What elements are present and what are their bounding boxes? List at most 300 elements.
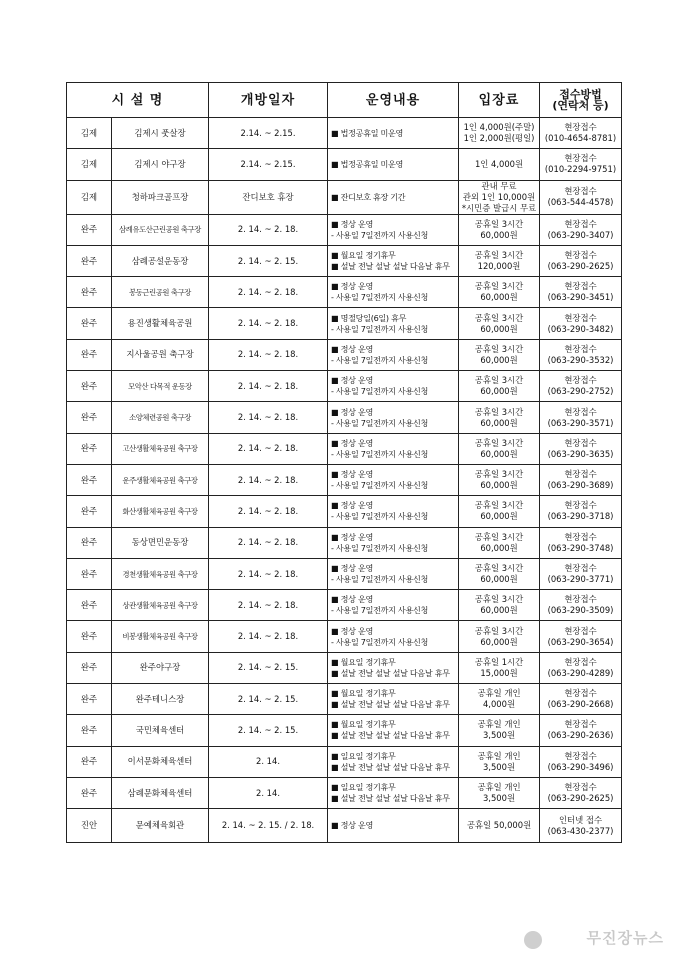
open-dates-cell: 2. 14. ~ 2. 18. [209, 621, 328, 652]
facility-name-cell: 삼례공설운동장 [112, 245, 209, 276]
fee-line: 1인 4,000원 [474, 158, 524, 169]
table-row [67, 809, 622, 843]
fee-line: 공휴일 3시간 [474, 375, 524, 386]
region-cell: 완주 [67, 527, 112, 558]
method-cell [540, 684, 622, 715]
fee-cell [459, 496, 540, 527]
operation-line: ■ 월요일 정기휴무 [331, 656, 396, 667]
operation-line: ■ 정상 운영 [331, 500, 373, 511]
fee-line: 4,000원 [482, 699, 516, 710]
method-line: 현장접수 [564, 153, 597, 164]
operation-line: ■ 정상 운영 [331, 531, 373, 542]
operation-line: ■ 정상 운영 [331, 218, 373, 229]
facility-name-cell: 소양체련공원 축구장 [112, 402, 209, 433]
operation-cell [328, 308, 459, 339]
fee-line: 공휴일 개인 [477, 750, 521, 761]
method-line: (063-290-3482) [547, 323, 614, 334]
method-cell [540, 464, 622, 495]
operation-line: - 사용일 7일전까지 사용신청 [331, 417, 429, 428]
method-line: 현장접수 [564, 437, 597, 448]
open-dates-cell: 2. 14. ~ 2. 15. [209, 684, 328, 715]
operation-line: ■ 명절당일(6일) 휴무 [331, 312, 407, 323]
method-line: 현장접수 [564, 406, 597, 417]
fee-line: 120,000원 [477, 261, 521, 272]
operation-line: - 사용일 7일전까지 사용신청 [331, 386, 429, 397]
facility-name-cell: 삼례문화체육센터 [112, 777, 209, 808]
method-line: 현장접수 [564, 782, 597, 793]
method-cell [540, 496, 622, 527]
open-dates-cell: 2. 14. ~ 2. 18. [209, 277, 328, 308]
method-cell [540, 308, 622, 339]
open-dates-cell: 2. 14. ~ 2. 18. [209, 371, 328, 402]
table-row [67, 621, 622, 652]
fee-line: 공휴일 3시간 [474, 437, 524, 448]
method-line: 현장접수 [564, 531, 597, 542]
open-dates-cell: 2. 14. ~ 2. 18. [209, 527, 328, 558]
fee-line: 공휴일 3시간 [474, 594, 524, 605]
method-cell [540, 149, 622, 180]
method-line: (063-290-2636) [547, 730, 614, 741]
operation-cell [328, 245, 459, 276]
method-line: (063-290-3532) [547, 354, 614, 365]
fee-line: 공휴일 3시간 [474, 469, 524, 480]
method-cell [540, 746, 622, 777]
open-dates-cell: 2. 14. ~ 2. 18. [209, 402, 328, 433]
facility-table [66, 82, 622, 843]
method-line: 현장접수 [564, 469, 597, 480]
fee-line: 공휴일 3시간 [474, 563, 524, 573]
table-row [67, 214, 622, 245]
open-dates-cell: 2. 14. ~ 2. 18. [209, 308, 328, 339]
region-cell: 완주 [67, 464, 112, 495]
operation-line: ■ 월요일 정기휴무 [331, 719, 396, 730]
operation-line: ■ 잔디보호 휴장 기간 [331, 191, 406, 202]
header-method [540, 83, 622, 118]
operation-line: - 사용일 7일전까지 사용신청 [331, 354, 429, 365]
method-cell [540, 558, 622, 589]
operation-line: ■ 정상 운영 [331, 625, 373, 636]
operation-line: ■ 정상 운영 [331, 406, 373, 417]
fee-line: 60,000원 [480, 323, 518, 334]
method-line: (063-290-3654) [547, 636, 614, 647]
facility-name-cell: 문예체육회관 [112, 809, 209, 843]
open-dates-cell: 2. 14. ~ 2. 18. [209, 433, 328, 464]
facility-name-cell: 동상면민운동장 [112, 527, 209, 558]
operation-line: ■ 설날 전날 설날 설날 다음날 휴무 [331, 667, 450, 678]
fee-line: 공휴일 1시간 [474, 656, 524, 667]
operation-cell [328, 433, 459, 464]
region-cell: 완주 [67, 496, 112, 527]
method-line: 현장접수 [564, 281, 597, 292]
method-line: (063-290-2752) [547, 386, 614, 397]
facility-name-cell: 김제시 풋살장 [112, 118, 209, 149]
method-line: 현장접수 [564, 688, 597, 699]
method-cell [540, 339, 622, 370]
open-dates-cell: 2. 14. ~ 2. 18. [209, 214, 328, 245]
open-dates-cell: 2. 14. ~ 2. 15. [209, 715, 328, 746]
region-cell: 완주 [67, 652, 112, 683]
fee-line: 공휴일 3시간 [474, 625, 524, 636]
table-row [67, 527, 622, 558]
table-row [67, 590, 622, 621]
fee-line: 60,000원 [480, 542, 518, 553]
method-line: (063-430-2377) [547, 825, 614, 836]
facility-name-cell: 고산생활체육공원 축구장 [112, 433, 209, 464]
operation-line: ■ 법정공휴일 미운영 [331, 127, 404, 138]
region-cell: 김제 [67, 118, 112, 149]
fee-cell [459, 809, 540, 843]
region-cell: 김제 [67, 180, 112, 214]
fee-cell [459, 652, 540, 683]
region-cell: 완주 [67, 371, 112, 402]
fee-cell [459, 433, 540, 464]
fee-cell [459, 527, 540, 558]
operation-cell [328, 464, 459, 495]
operation-line: ■ 설날 전날 설날 설날 다음날 휴무 [331, 699, 450, 710]
operation-cell [328, 149, 459, 180]
fee-line: 공휴일 3시간 [474, 281, 524, 292]
open-dates-cell: 2. 14. ~ 2. 15. / 2. 18. [209, 809, 328, 843]
fee-line: 60,000원 [480, 354, 518, 365]
table-row [67, 277, 622, 308]
region-cell: 완주 [67, 777, 112, 808]
table-row [67, 496, 622, 527]
table-row [67, 684, 622, 715]
fee-line: *시민증 발급시 무료 [461, 202, 537, 213]
method-line: (063-290-3718) [547, 511, 614, 522]
method-line: 현장접수 [564, 186, 597, 197]
method-cell [540, 590, 622, 621]
region-cell: 완주 [67, 214, 112, 245]
fee-cell [459, 746, 540, 777]
operation-line: - 사용일 7일전까지 사용신청 [331, 542, 429, 553]
open-dates-cell: 2. 14. ~ 2. 18. [209, 339, 328, 370]
operation-cell [328, 746, 459, 777]
operation-line: - 사용일 7일전까지 사용신청 [331, 511, 429, 522]
fee-line: 공휴일 50,000원 [466, 820, 532, 831]
fee-cell [459, 590, 540, 621]
fee-cell [459, 621, 540, 652]
table-row [67, 118, 622, 149]
method-cell [540, 180, 622, 214]
method-line: (063-290-3451) [547, 292, 614, 303]
fee-line: 60,000원 [480, 574, 518, 584]
fee-cell [459, 402, 540, 433]
fee-line: 1인 4,000원(주말) [463, 122, 535, 133]
method-cell [540, 809, 622, 843]
operation-line: - 사용일 7일전까지 사용신청 [331, 292, 429, 303]
operation-line: ■ 월요일 정기휴무 [331, 250, 396, 261]
method-cell [540, 245, 622, 276]
facility-name-cell: 완주테니스장 [112, 684, 209, 715]
table-row [67, 149, 622, 180]
method-cell [540, 777, 622, 808]
table-body [67, 118, 622, 843]
method-line: (063-290-2625) [547, 261, 614, 272]
method-cell [540, 527, 622, 558]
operation-line: - 사용일 7일전까지 사용신청 [331, 636, 429, 647]
operation-line: ■ 정상 운영 [331, 469, 373, 480]
facility-name-cell: 국민체육센터 [112, 715, 209, 746]
method-cell [540, 652, 622, 683]
operation-line: ■ 일요일 정기휴무 [331, 750, 396, 761]
operation-cell [328, 590, 459, 621]
facility-name-cell: 상관생활체육공원 축구장 [112, 590, 209, 621]
method-cell [540, 402, 622, 433]
operation-cell [328, 496, 459, 527]
watermark-text: 무진장뉴스 [586, 929, 664, 947]
operation-line: ■ 정상 운영 [331, 820, 373, 831]
facility-name-cell: 삼례유도산근린공원 축구장 [112, 214, 209, 245]
method-line: (063-290-3407) [547, 229, 614, 240]
region-cell: 김제 [67, 149, 112, 180]
header-method-text: 접수방법 (연락처 등) [552, 88, 609, 112]
operation-cell [328, 118, 459, 149]
method-line: 현장접수 [564, 343, 597, 354]
table-row [67, 180, 622, 214]
operation-line: ■ 설날 전날 설날 설날 다음날 휴무 [331, 793, 450, 804]
fee-line: 60,000원 [480, 511, 518, 522]
operation-cell [328, 371, 459, 402]
operation-line: ■ 설날 전날 설날 설날 다음날 휴무 [331, 261, 450, 272]
table-header-row [67, 83, 622, 118]
method-line: 현장접수 [564, 625, 597, 636]
open-dates-cell: 2. 14. ~ 2. 15. [209, 245, 328, 276]
method-cell [540, 371, 622, 402]
operation-cell [328, 684, 459, 715]
fee-cell [459, 464, 540, 495]
operation-line: ■ 법정공휴일 미운영 [331, 158, 404, 169]
method-line: 현장접수 [564, 719, 597, 730]
method-line: 현장접수 [564, 500, 597, 511]
method-line: (063-290-3571) [547, 417, 614, 428]
region-cell: 완주 [67, 684, 112, 715]
method-line: 현장접수 [564, 218, 597, 229]
fee-cell [459, 715, 540, 746]
table-row [67, 308, 622, 339]
method-line: (063-290-2625) [547, 793, 614, 804]
fee-line: 3,500원 [482, 730, 516, 741]
fee-line: 관외 1인 10,000원 [462, 191, 536, 202]
operation-cell [328, 715, 459, 746]
watermark-logo-icon [524, 931, 542, 949]
method-cell [540, 214, 622, 245]
method-line: (063-290-3635) [547, 448, 614, 459]
method-line: 현장접수 [564, 122, 597, 133]
fee-cell [459, 214, 540, 245]
facility-name-cell: 김제시 야구장 [112, 149, 209, 180]
operation-line: ■ 월요일 정기휴무 [331, 688, 396, 699]
open-dates-cell: 2. 14. [209, 746, 328, 777]
table-row [67, 746, 622, 777]
operation-line: ■ 정상 운영 [331, 375, 373, 386]
table-row [67, 402, 622, 433]
fee-line: 공휴일 개인 [477, 719, 521, 730]
open-dates-cell: 2. 14. ~ 2. 18. [209, 558, 328, 589]
method-cell [540, 118, 622, 149]
fee-line: 공휴일 3시간 [474, 312, 524, 323]
operation-line: - 사용일 7일전까지 사용신청 [331, 323, 429, 334]
operation-cell [328, 652, 459, 683]
facility-name-cell: 비봉생활체육공원 축구장 [112, 621, 209, 652]
fee-cell [459, 149, 540, 180]
operation-cell [328, 277, 459, 308]
region-cell: 완주 [67, 277, 112, 308]
open-dates-cell: 2. 14. ~ 2. 18. [209, 496, 328, 527]
operation-line: ■ 정상 운영 [331, 281, 373, 292]
method-line: 현장접수 [564, 375, 597, 386]
region-cell: 완주 [67, 621, 112, 652]
fee-line: 60,000원 [480, 386, 518, 397]
operation-line: ■ 일요일 정기휴무 [331, 782, 396, 793]
method-cell [540, 621, 622, 652]
region-cell: 완주 [67, 558, 112, 589]
method-line: 현장접수 [564, 750, 597, 761]
operation-line: - 사용일 7일전까지 사용신청 [331, 448, 429, 459]
method-cell [540, 433, 622, 464]
fee-line: 60,000원 [480, 229, 518, 240]
header-facility-name: 시 설 명 [67, 83, 209, 118]
method-line: (010-2294-9751) [544, 164, 617, 175]
region-cell: 완주 [67, 308, 112, 339]
method-line: (063-290-3748) [547, 542, 614, 553]
region-cell: 완주 [67, 433, 112, 464]
header-operation: 운영내용 [328, 83, 459, 118]
fee-cell [459, 684, 540, 715]
open-dates-cell: 2. 14. ~ 2. 15. [209, 652, 328, 683]
facility-name-cell: 용진생활체육공원 [112, 308, 209, 339]
fee-line: 60,000원 [480, 605, 518, 616]
operation-line: ■ 설날 전날 설날 설날 다음날 휴무 [331, 761, 450, 772]
method-line: 인터넷 접수 [558, 814, 603, 825]
operation-line: ■ 정상 운영 [331, 563, 373, 573]
table-row [67, 715, 622, 746]
header-fee: 입장료 [459, 83, 540, 118]
operation-line: ■ 정상 운영 [331, 343, 373, 354]
facility-name-cell: 화산생활체육공원 축구장 [112, 496, 209, 527]
region-cell: 완주 [67, 402, 112, 433]
method-line: (010-4654-8781) [544, 133, 617, 144]
open-dates-cell: 2. 14. ~ 2. 18. [209, 590, 328, 621]
fee-line: 60,000원 [480, 480, 518, 491]
fee-cell [459, 277, 540, 308]
operation-cell [328, 527, 459, 558]
fee-line: 공휴일 3시간 [474, 531, 524, 542]
open-dates-cell: 2.14. ~ 2.15. [209, 149, 328, 180]
fee-line: 공휴일 3시간 [474, 343, 524, 354]
region-cell: 진안 [67, 809, 112, 843]
method-line: 현장접수 [564, 563, 597, 573]
facility-name-cell: 이서문화체육센터 [112, 746, 209, 777]
operation-cell [328, 214, 459, 245]
fee-cell [459, 180, 540, 214]
operation-cell [328, 180, 459, 214]
fee-line: 공휴일 3시간 [474, 218, 524, 229]
method-cell [540, 277, 622, 308]
table-row [67, 652, 622, 683]
table-row [67, 371, 622, 402]
fee-cell [459, 777, 540, 808]
open-dates-cell: 2. 14. [209, 777, 328, 808]
operation-cell [328, 402, 459, 433]
table-row [67, 339, 622, 370]
facility-name-cell: 봉동근린공원 축구장 [112, 277, 209, 308]
fee-line: 3,500원 [482, 793, 516, 804]
open-dates-cell: 2.14. ~ 2.15. [209, 118, 328, 149]
operation-cell [328, 558, 459, 589]
fee-cell [459, 558, 540, 589]
method-line: (063-290-3496) [547, 761, 614, 772]
fee-line: 1인 2,000원(평일) [463, 133, 535, 144]
table-row [67, 245, 622, 276]
facility-name-cell: 지사울공원 축구장 [112, 339, 209, 370]
operation-line: - 사용일 7일전까지 사용신청 [331, 574, 429, 584]
table-row [67, 464, 622, 495]
fee-line: 60,000원 [480, 292, 518, 303]
open-dates-cell: 2. 14. ~ 2. 18. [209, 464, 328, 495]
fee-line: 60,000원 [480, 636, 518, 647]
fee-line: 공휴일 3시간 [474, 250, 524, 261]
fee-line: 관내 무료 [481, 180, 517, 191]
operation-line: ■ 정상 운영 [331, 594, 373, 605]
operation-cell [328, 809, 459, 843]
table-row [67, 558, 622, 589]
method-line: (063-544-4578) [547, 197, 614, 208]
fee-line: 공휴일 3시간 [474, 406, 524, 417]
fee-cell [459, 371, 540, 402]
operation-cell [328, 621, 459, 652]
fee-line: 공휴일 3시간 [474, 500, 524, 511]
region-cell: 완주 [67, 245, 112, 276]
operation-line: ■ 정상 운영 [331, 437, 373, 448]
method-line: (063-290-2668) [547, 699, 614, 710]
method-line: 현장접수 [564, 250, 597, 261]
fee-cell [459, 339, 540, 370]
fee-line: 15,000원 [480, 667, 518, 678]
region-cell: 완주 [67, 590, 112, 621]
fee-line: 60,000원 [480, 448, 518, 459]
region-cell: 완주 [67, 746, 112, 777]
header-open-dates: 개방일자 [209, 83, 328, 118]
facility-name-cell: 경천생활체육공원 축구장 [112, 558, 209, 589]
fee-cell [459, 308, 540, 339]
method-line: (063-290-3509) [547, 605, 614, 616]
fee-line: 공휴일 개인 [477, 688, 521, 699]
operation-cell [328, 777, 459, 808]
region-cell: 완주 [67, 715, 112, 746]
method-line: (063-290-3689) [547, 480, 614, 491]
facility-name-cell: 운주생활체육공원 축구장 [112, 464, 209, 495]
method-line: (063-290-4289) [547, 667, 614, 678]
facility-name-cell: 모악산 다목적 운동장 [112, 371, 209, 402]
fee-line: 공휴일 개인 [477, 782, 521, 793]
method-cell [540, 715, 622, 746]
method-line: 현장접수 [564, 594, 597, 605]
table-row [67, 777, 622, 808]
fee-line: 3,500원 [482, 761, 516, 772]
operation-line: ■ 설날 전날 설날 설날 다음날 휴무 [331, 730, 450, 741]
facility-name-cell: 청하파크골프장 [112, 180, 209, 214]
fee-line: 60,000원 [480, 417, 518, 428]
method-line: 현장접수 [564, 656, 597, 667]
method-line: (063-290-3771) [547, 574, 614, 584]
fee-cell [459, 118, 540, 149]
table-row [67, 433, 622, 464]
region-cell: 완주 [67, 339, 112, 370]
operation-cell [328, 339, 459, 370]
operation-line: - 사용일 7일전까지 사용신청 [331, 605, 429, 616]
operation-line: - 사용일 7일전까지 사용신청 [331, 480, 429, 491]
